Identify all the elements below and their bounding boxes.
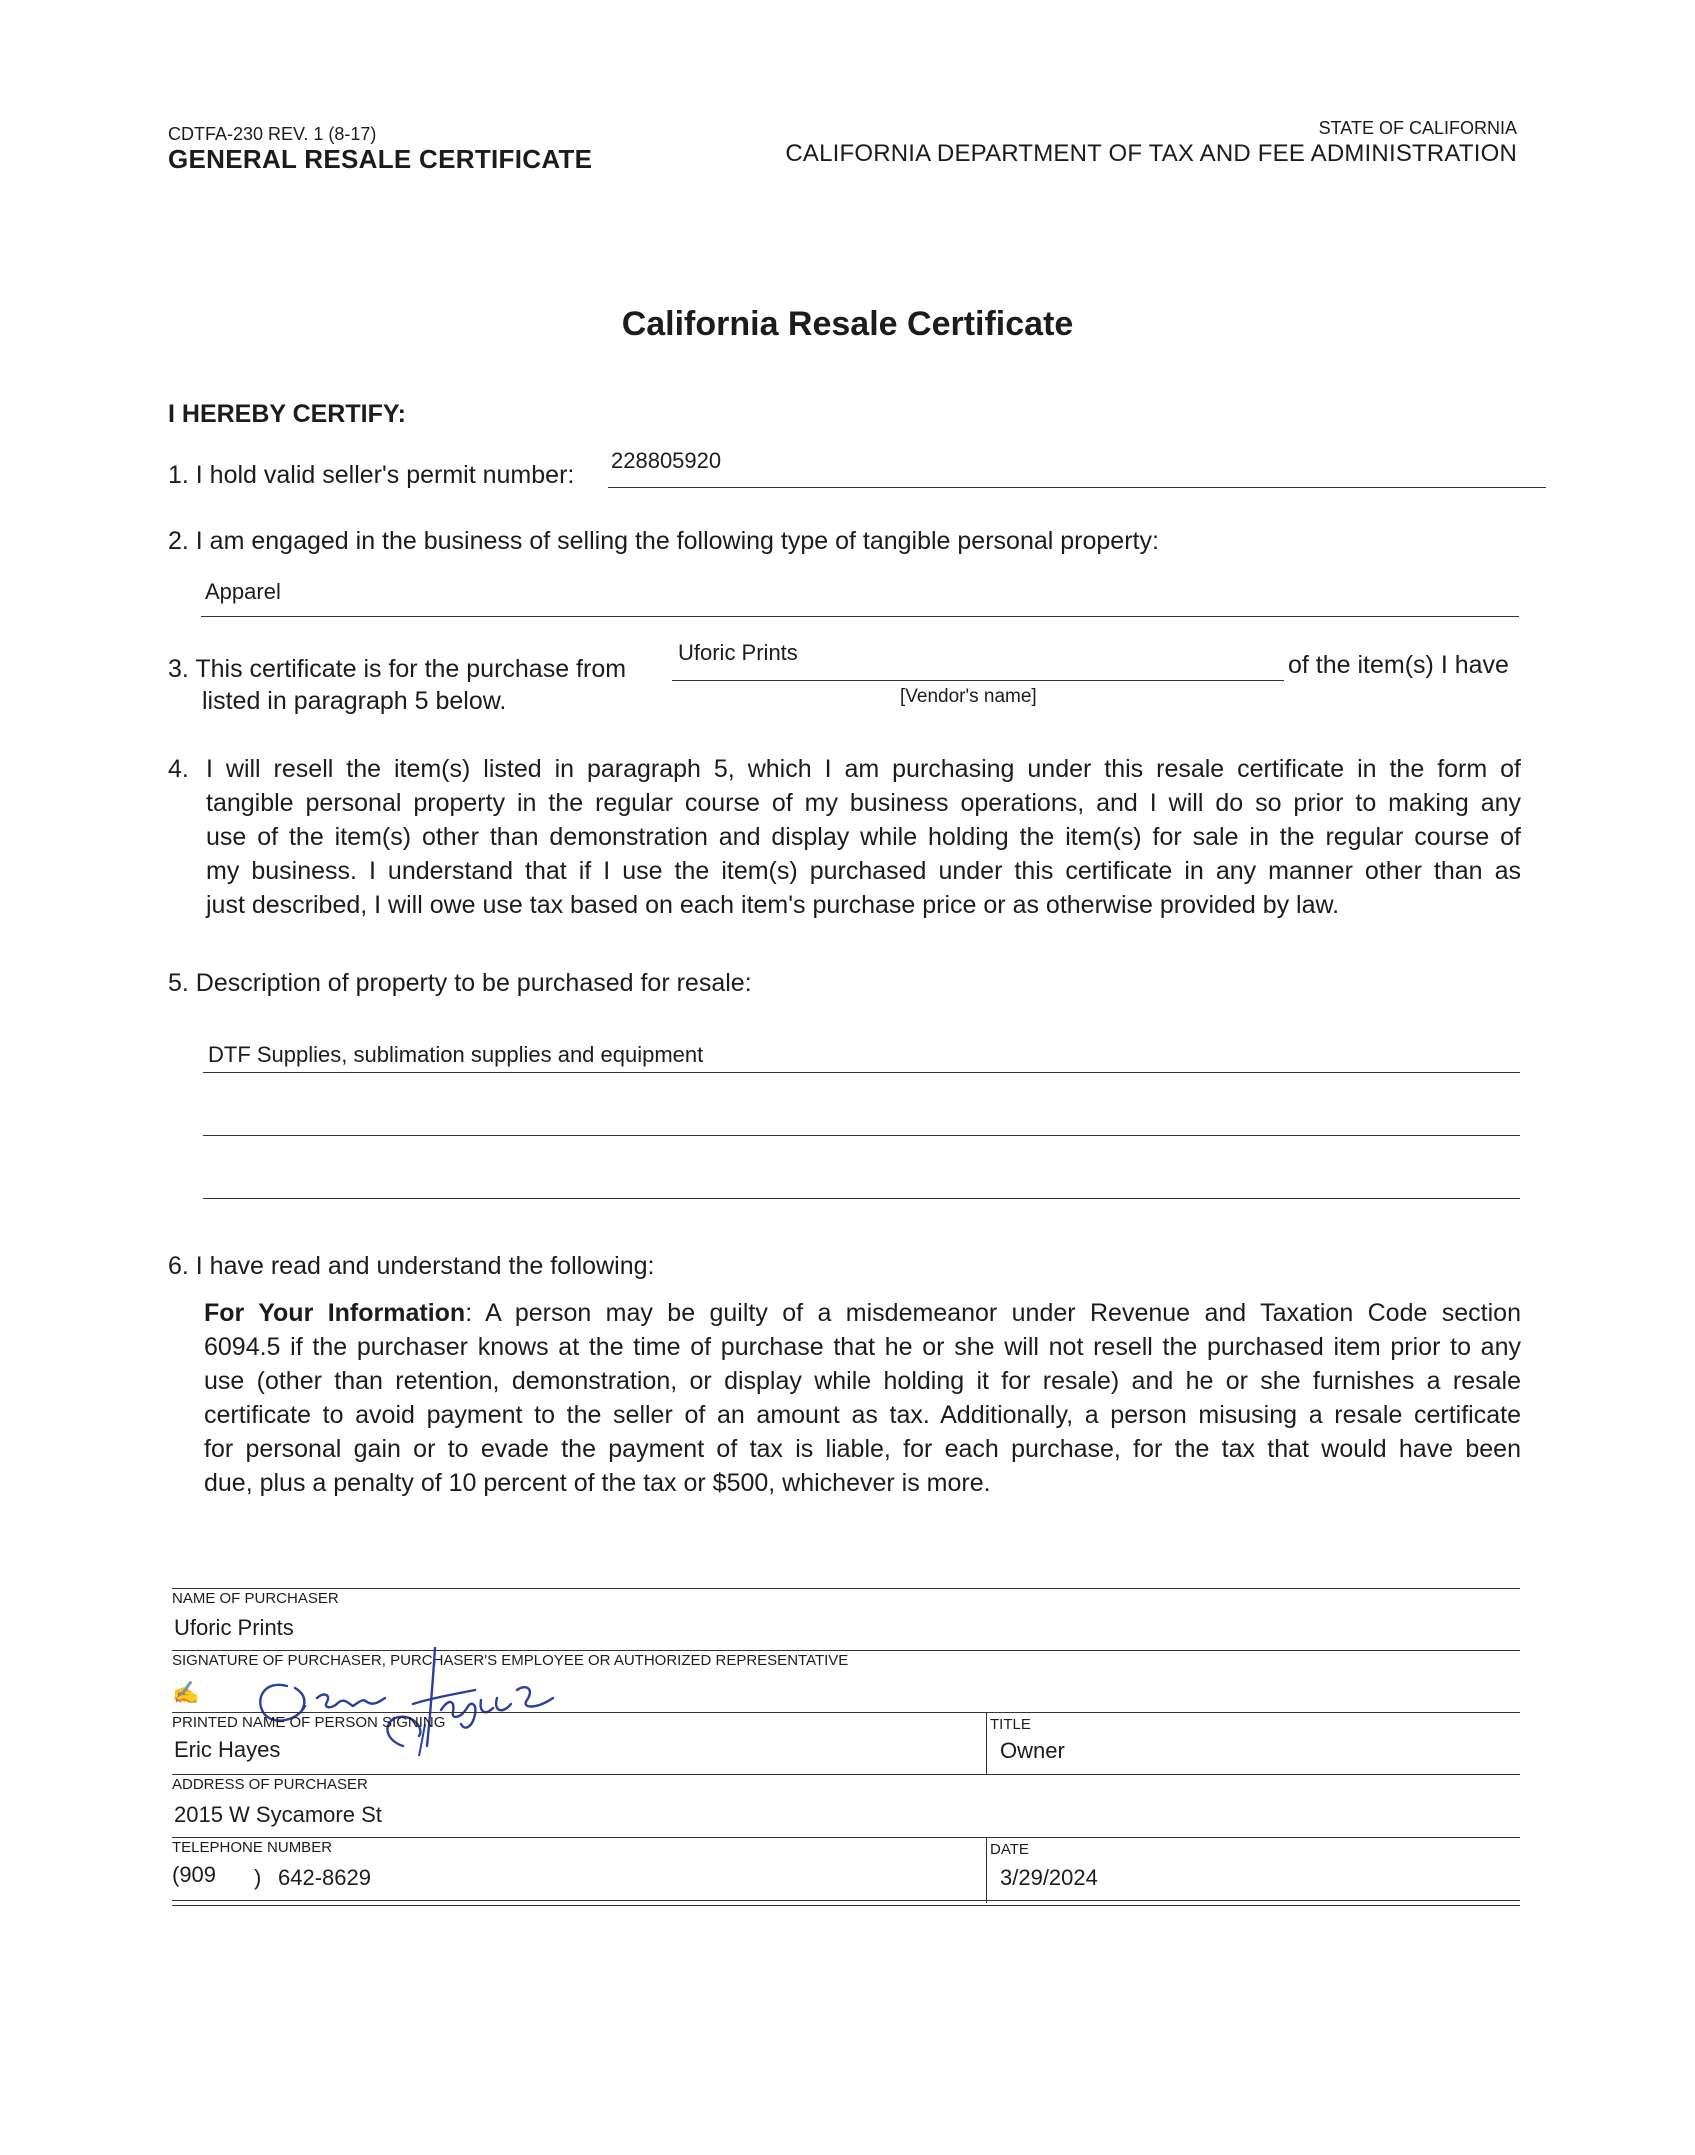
- form-id: CDTFA-230 REV. 1 (8-17): [168, 124, 377, 144]
- fyi-first-line: [204, 1296, 1521, 1330]
- item4-text: [206, 752, 1521, 922]
- telephone-label: TELEPHONE NUMBER: [172, 1839, 333, 1856]
- item3-label-after: of the item(s) I have: [1288, 651, 1509, 679]
- printed-name-field[interactable]: Eric Hayes: [174, 1737, 281, 1762]
- item3-label-line2: listed in paragraph 5 below.: [202, 687, 507, 715]
- description-underline-1: [203, 1072, 1520, 1073]
- title-divider: [986, 1712, 987, 1774]
- date-field[interactable]: 3/29/2024: [1000, 1865, 1098, 1890]
- address-field[interactable]: 2015 W Sycamore St: [174, 1802, 382, 1827]
- item6-label: 6. I have read and understand the following:: [168, 1252, 655, 1280]
- item1-label: 1. I hold valid seller's permit number:: [168, 461, 575, 489]
- property-type-underline: [201, 616, 1519, 617]
- date-divider: [986, 1837, 987, 1903]
- description-underline-3: [203, 1198, 1520, 1199]
- signature-image[interactable]: [235, 1628, 595, 1758]
- item5-label: 5. Description of property to be purchased for resale:: [168, 969, 752, 997]
- date-label: DATE: [990, 1841, 1029, 1858]
- item4-line: use of the item(s) other than demonstration and display while holding the item(s) for sale in the regular course of: [206, 823, 1521, 851]
- address-label: ADDRESS OF PURCHASER: [172, 1776, 368, 1793]
- title-field[interactable]: Owner: [1000, 1738, 1065, 1763]
- title-label: TITLE: [990, 1716, 1031, 1733]
- description-underline-2: [203, 1135, 1520, 1136]
- permit-number-field[interactable]: 228805920: [611, 448, 722, 473]
- item4-line: my business. I understand that if I use the item(s) purchased under this certificate in any manner other than as: [206, 857, 1521, 885]
- fyi-line: 6094.5 if the purchaser knows at the time of purchase that he or she will not resell the purchased item prior to any: [204, 1333, 1521, 1361]
- fyi-line: use (other than retention, demonstration, or display while holding it for resale) and he or she furnishes a resale: [204, 1367, 1521, 1395]
- signature-label: SIGNATURE OF PURCHASER, PURCHASER'S EMPLOYEE OR AUTHORIZED REPRESENTATIVE: [172, 1652, 849, 1669]
- item4-line: I will resell the item(s) listed in paragraph 5, which I am purchasing under this resale certificate in the form of: [206, 755, 1521, 783]
- item4-line: tangible personal property in the regular course of my business operations, and I will do so prior to making any: [206, 789, 1521, 817]
- phone-area-close: ): [254, 1865, 262, 1890]
- property-description-field[interactable]: DTF Supplies, sublimation supplies and equipment: [208, 1042, 704, 1067]
- bottom-rule-2: [172, 1905, 1520, 1906]
- item4-line: just described, I will owe use tax based on each item's purchase price or as otherwise provided by law.: [206, 891, 1340, 919]
- vendor-caption: [Vendor's name]: [900, 686, 1037, 707]
- phone-area-code-field[interactable]: (909: [172, 1862, 217, 1887]
- phone-number-field[interactable]: 642-8629: [278, 1865, 371, 1890]
- purchaser-top-rule: [172, 1588, 1520, 1589]
- vendor-name-underline: [672, 680, 1284, 681]
- fyi-paragraph: [204, 1296, 1521, 1500]
- certify-heading: I HEREBY CERTIFY:: [168, 400, 406, 428]
- form-title: GENERAL RESALE CERTIFICATE: [168, 144, 593, 174]
- pen-icon: ✍: [172, 1680, 200, 1705]
- permit-number-underline: [608, 487, 1546, 488]
- printed-name-label: PRINTED NAME OF PERSON SIGNING: [172, 1714, 446, 1731]
- item2-label: 2. I am engaged in the business of selling the following type of tangible personal property:: [168, 527, 1159, 555]
- name-of-purchaser-label: NAME OF PURCHASER: [172, 1590, 339, 1607]
- fyi-label: For Your Information: [204, 1299, 466, 1327]
- vendor-name-field[interactable]: Uforic Prints: [678, 640, 798, 665]
- bottom-rule-1: [172, 1900, 1520, 1901]
- address-row-rule: [172, 1837, 1520, 1838]
- signature-row-rule: [172, 1712, 1520, 1713]
- property-type-field[interactable]: Apparel: [205, 579, 281, 604]
- item4-number: 4.: [168, 755, 189, 783]
- department-label: CALIFORNIA DEPARTMENT OF TAX AND FEE ADMINISTRATION: [785, 140, 1517, 167]
- fyi-line: certificate to avoid payment to the seller of an amount as tax. Additionally, a person misusing a resale certificate: [204, 1401, 1521, 1429]
- state-label: STATE OF CALIFORNIA: [1318, 118, 1517, 138]
- fyi-first-text: : A person may be guilty of a misdemeanor under Revenue and Taxation Code section: [465, 1299, 1521, 1327]
- fyi-line: due, plus a penalty of 10 percent of the tax or $500, whichever is more.: [204, 1469, 991, 1497]
- printed-name-row-rule: [172, 1774, 1520, 1775]
- item3-label: 3. This certificate is for the purchase from: [168, 655, 627, 683]
- purchaser-name-field[interactable]: Uforic Prints: [174, 1615, 294, 1640]
- page-title: California Resale Certificate: [621, 305, 1074, 343]
- fyi-line: for personal gain or to evade the payment of tax is liable, for each purchase, for the tax that would have been: [204, 1435, 1521, 1463]
